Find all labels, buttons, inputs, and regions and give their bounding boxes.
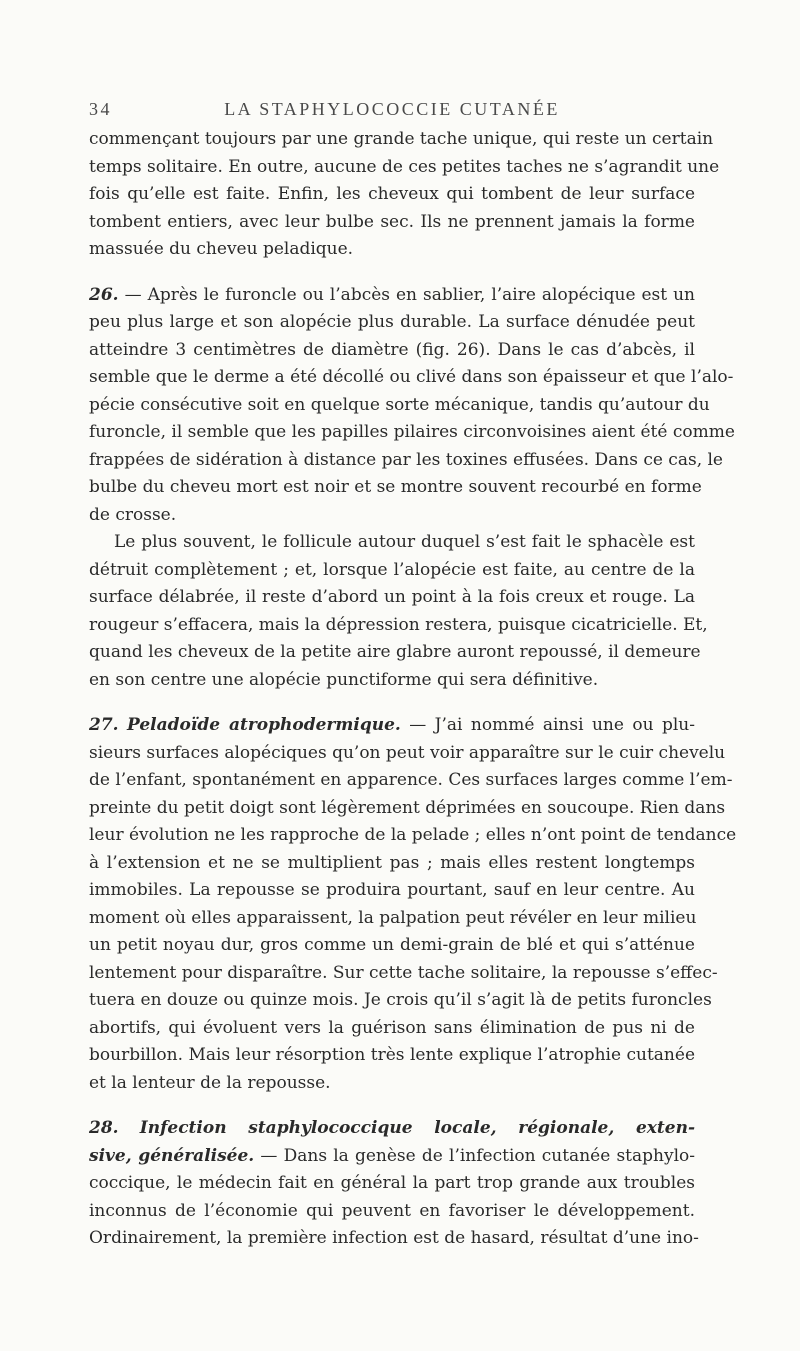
text-line: immobiles. La repousse se produira pourtant, sauf en leur centre. Au: [89, 880, 695, 900]
paragraph-follicule: [89, 529, 708, 694]
text-line: de l’enfant, spontanément en apparence. Ces surfaces larges comme l’em-: [89, 770, 733, 790]
text-line: leur évolution ne les rapproche de la pelade ; elles n’ont point de tendance: [89, 825, 737, 845]
text-line: peu plus large et son alopécie plus durable. La surface dénudée peut: [89, 312, 695, 332]
text-line: massuée du cheveu peladique.: [89, 239, 354, 259]
text-line: 26. — Après le furoncle ou l’abcès en sablier, l’aire alopécique est un: [89, 284, 695, 305]
text-line: frappées de sidération à distance par les toxines effusées. Dans ce cas, le: [89, 449, 723, 470]
text-line: lentement pour disparaître. Sur cette tache solitaire, la repousse s’effec-: [89, 962, 718, 983]
text-line: abortifs, qui évoluent vers la guérison sans élimination de pus ni de: [89, 1017, 695, 1038]
section-title: Peladoïde atrophodermique.: [127, 715, 401, 735]
text-line: semble que le derme a été décollé ou clivé dans son épaisseur et que l’alo-: [89, 367, 734, 387]
text-line: inconnus de l’économie qui peuvent en favoriser le développement.: [89, 1200, 695, 1221]
text-line: moment où elles apparaissent, la palpation peut révéler en leur milieu: [89, 907, 697, 928]
text-line: pécie consécutive soit en quelque sorte mécanique, tandis qu’autour du: [89, 394, 710, 415]
text-line: furoncle, il semble que les papilles pilaires circonvoisines aient été comme: [89, 422, 735, 442]
section-number: 28.: [89, 1118, 119, 1138]
text-line: [89, 1115, 695, 1143]
text-line: bulbe du cheveu mort est noir et se montre souvent recourbé en forme: [89, 477, 702, 497]
text-line: tuera en douze ou quinze mois. Je crois qu’il s’agit là de petits furoncles: [89, 990, 712, 1010]
text-line: détruit complètement ; et, lorsque l’alopécie est faite, au centre de la: [89, 559, 695, 580]
text-line: à l’extension et ne se multiplient pas ; mais elles restent longtemps: [89, 852, 695, 873]
section-27: [89, 712, 737, 1097]
body-text: [89, 126, 737, 1253]
text-line: commençant toujours par une grande tache unique, qui reste un certain: [89, 129, 714, 149]
text-line: coccique, le médecin fait en général la part trop grande aux troubles: [89, 1173, 695, 1193]
section-number: 26.: [89, 284, 119, 305]
text-line: temps solitaire. En outre, aucune de ces petites taches ne s’agrandit une: [89, 156, 720, 177]
text-line: sieurs surfaces alopéciques qu’on peut voir apparaître sur le cuir chevelu: [89, 742, 726, 763]
text-line: de crosse.: [89, 504, 177, 525]
section-title: Infection staphylococcique locale, régionale, exten-: [139, 1118, 696, 1138]
text-line: un petit noyau dur, gros comme un demi-grain de blé et qui s’atténue: [89, 935, 695, 955]
text-line: preinte du petit doigt sont légèrement déprimées en soucoupe. Rien dans: [89, 797, 726, 818]
text-line: quand les cheveux de la petite aire glabre auront repoussé, il demeure: [89, 642, 701, 662]
text-line: et la lenteur de la repousse.: [89, 1072, 331, 1093]
text-line: atteindre 3 centimètres de diamètre (fig. 26). Dans le cas d’abcès, il: [89, 339, 695, 360]
text-line: sive, généralisée. — Dans la genèse de l’infection cutanée staphylo-: [89, 1145, 695, 1166]
section-28: [89, 1115, 699, 1253]
paragraph-continuation: [89, 126, 720, 264]
text-line: surface délabrée, il reste d’abord un point à la fois creux et rouge. La: [89, 587, 695, 607]
text-line: en son centre une alopécie punctiforme qui sera définitive.: [89, 669, 599, 690]
section-26: [89, 282, 735, 530]
text-line: bourbillon. Mais leur résorption très lente explique l’atrophie cutanée: [89, 1045, 695, 1065]
text-line: fois qu’elle est faite. Enfin, les cheveux qui tombent de leur surface: [89, 184, 695, 204]
text-line: tombent entiers, avec leur bulbe sec. Ils ne prennent jamais la forme: [89, 211, 695, 232]
page-number: 34: [89, 99, 112, 119]
text-line: 27. Peladoïde atrophodermique. — J’ai nommé ainsi une ou plu-: [89, 715, 695, 735]
running-title: LA STAPHYLOCOCCIE CUTANÉE: [224, 99, 560, 119]
section-number: 27.: [89, 715, 119, 735]
running-header: [89, 99, 695, 125]
text-line: Le plus souvent, le follicule autour duquel s’est fait le sphacèle est: [114, 532, 695, 552]
section-title-continued: sive, généralisée.: [89, 1145, 255, 1166]
text-line: rougeur s’effacera, mais la dépression restera, puisque cicatricielle. Et,: [89, 614, 708, 635]
text-line: Ordinairement, la première infection est de hasard, résultat d’une ino-: [89, 1228, 699, 1248]
